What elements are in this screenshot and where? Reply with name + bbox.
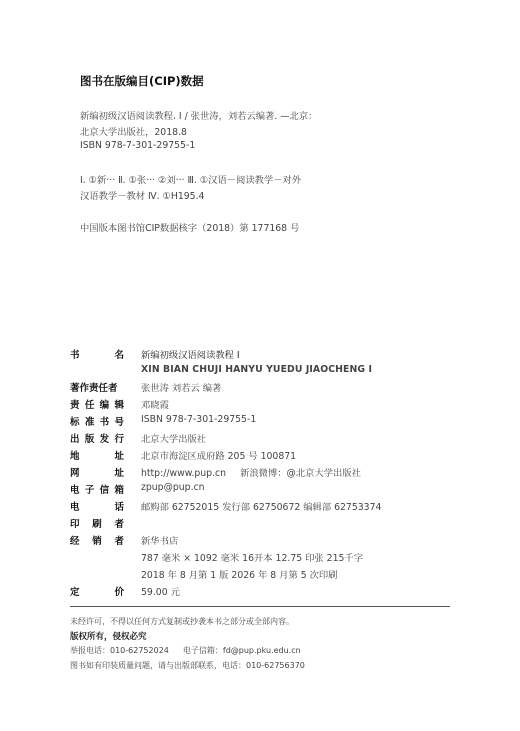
imprint-value: 59.00 元 [141,587,180,598]
imprint-row-isbn [70,414,450,431]
imprint-value: 北京大学出版社 [141,434,207,445]
imprint-label: 书 名 [70,350,124,361]
imprint-label: 电 话 [70,502,124,513]
copy-notice: 未经许可，不得以任何方式复制或抄袭本书之部分或全部内容。 [70,617,294,626]
cip-line-3: ISBN 978-7-301-29755-1 [80,140,196,151]
cip-line-4: Ⅰ. ①新··· Ⅱ. ①张··· ②刘··· Ⅲ. ①汉语－阅读教学－对外 [80,175,302,186]
imprint-value: 新编初级汉语阅读教程 Ⅰ [141,350,240,361]
cip-line-6: 中国版本图书馆CIP数据核字（2018）第 177168 号 [80,223,300,234]
imprint-label: 出 版 发 行 [70,434,124,445]
imprint-row-editor [70,397,450,414]
imprint-label: 标 准 书 号 [70,417,124,428]
cip-line-2: 北京大学出版社，2018.8 [80,127,187,138]
imprint-row-edition [70,567,450,584]
imprint-value: 新华书店 [141,536,179,547]
imprint-label: 责 任 编 辑 [70,400,124,411]
imprint-row-format [70,550,450,567]
imprint-value: ISBN 978-7-301-29755-1 [141,414,257,425]
imprint-row-publisher [70,431,450,448]
imprint-label: 著作责任者 [70,383,118,394]
imprint-row-address [70,448,450,465]
imprint-row-website [70,465,450,482]
imprint-label: 印 刷 者 [70,519,124,530]
imprint-label: 经 销 者 [70,536,124,547]
imprint-value: 张世涛 刘若云 编著 [141,383,222,394]
quality-notice: 图书如有印装质量问题，请与出版部联系，电话：010-62756370 [70,661,305,670]
imprint-value: 邮购部 62752015 发行部 62750672 编辑部 62753374 [141,502,382,513]
weibo-account: 新浪微博：@北京大学出版社 [240,468,361,479]
imprint-table [70,347,450,601]
cip-line-5: 汉语教学－教材 Ⅳ. ①H195.4 [80,191,205,202]
rights-notice: 版权所有，侵权必究 [70,632,147,642]
report-phone: 举报电话：010-62752024 [70,646,169,655]
imprint-row-phone [70,499,450,516]
imprint-label: 定 价 [70,587,124,598]
imprint-value: 北京市海淀区成府路 205 号 100871 [141,451,297,462]
imprint-value: 邓晓霞 [141,400,169,411]
footer-divider [70,606,450,607]
imprint-value: XIN BIAN CHUJI HANYU YUEDU JIAOCHENG I [141,364,372,375]
website-link[interactable]: http://www.pup.cn [141,468,227,479]
cip-title: 图书在版编目(CIP)数据 [80,74,204,88]
imprint-row-price [70,584,450,601]
report-email[interactable]: 电子信箱：fd@pup.pku.edu.cn [182,646,301,655]
report-contact [70,645,301,656]
imprint-label: 地 址 [70,451,124,462]
email-link[interactable]: zpup@pup.cn [141,482,205,493]
imprint-label: 电 子 信 箱 [70,485,124,496]
imprint-value [141,465,361,479]
imprint-row-printer [70,516,450,533]
imprint-label: 网 址 [70,468,124,479]
imprint-row-distributor [70,533,450,550]
imprint-value: 2018 年 8 月第 1 版 2026 年 8 月第 5 次印刷 [141,570,338,581]
cip-line-1: 新编初级汉语阅读教程. Ⅰ / 张世涛，刘若云编著. —北京： [80,111,318,122]
imprint-row-pinyin [70,364,450,380]
imprint-row-title [70,347,450,364]
imprint-row-email [70,482,450,499]
imprint-row-author [70,380,450,397]
imprint-value: 787 毫米 × 1092 毫米 16开本 12.75 印张 215千字 [141,553,363,564]
